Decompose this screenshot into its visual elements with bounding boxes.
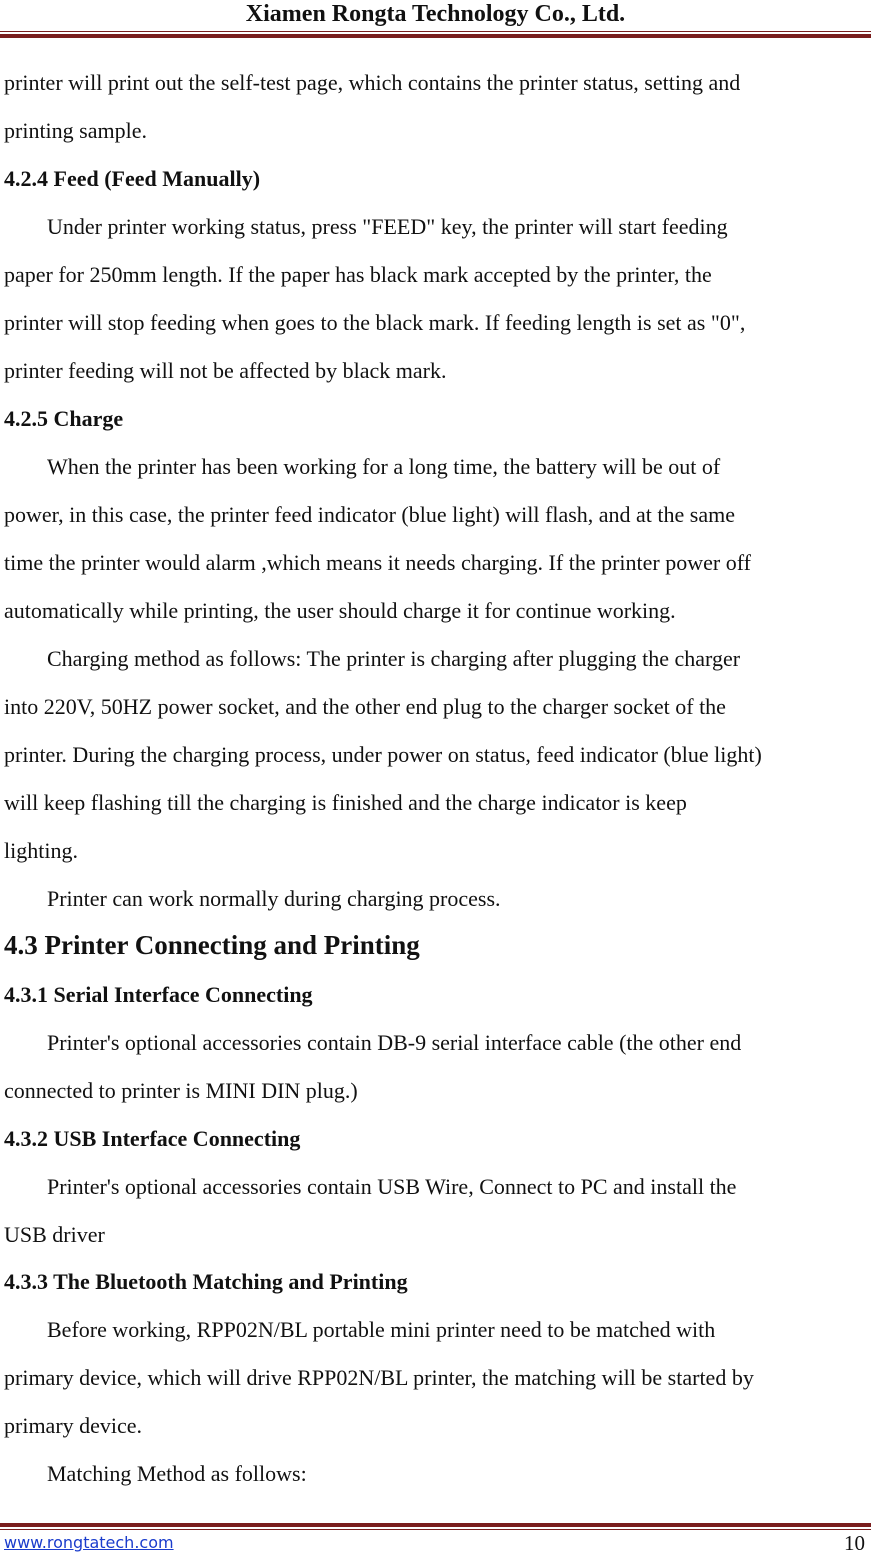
footer-website-link[interactable]: www.rongtatech.com bbox=[4, 1533, 174, 1552]
section-heading-4-3-2: 4.3.2 USB Interface Connecting bbox=[4, 1126, 301, 1151]
header-rule-thick bbox=[0, 34, 871, 38]
paragraph-line: Printer's optional accessories contain DB-9 serial interface cable (the other end bbox=[47, 1030, 742, 1055]
paragraph-line: printer will print out the self-test page, which contains the printer status, setting and bbox=[4, 70, 741, 95]
paragraph-line: USB driver bbox=[4, 1222, 105, 1247]
paragraph-line: Before working, RPP02N/BL portable mini printer need to be matched with bbox=[47, 1317, 716, 1342]
paragraph-line: paper for 250mm length. If the paper has black mark accepted by the printer, the bbox=[4, 262, 712, 287]
paragraph-line: printer. During the charging process, under power on status, feed indicator (blue light) bbox=[4, 742, 762, 767]
paragraph-line: time the printer would alarm ,which means it needs charging. If the printer power off bbox=[4, 550, 751, 575]
paragraph-line: into 220V, 50HZ power socket, and the other end plug to the charger socket of the bbox=[4, 694, 726, 719]
paragraph-line: lighting. bbox=[4, 838, 78, 863]
paragraph-line: printing sample. bbox=[4, 118, 147, 143]
page-header-title: Xiamen Rongta Technology Co., Ltd. bbox=[245, 1, 626, 27]
paragraph-line: When the printer has been working for a long time, the battery will be out of bbox=[47, 454, 721, 479]
section-heading-4-2-5: 4.2.5 Charge bbox=[4, 406, 124, 431]
paragraph-line: connected to printer is MINI DIN plug.) bbox=[4, 1078, 358, 1103]
section-heading-4-2-4: 4.2.4 Feed (Feed Manually) bbox=[4, 166, 261, 191]
paragraph-line: Printer's optional accessories contain USB Wire, Connect to PC and install the bbox=[47, 1174, 737, 1199]
section-heading-4-3-1: 4.3.1 Serial Interface Connecting bbox=[4, 982, 313, 1007]
section-heading-4-3: 4.3 Printer Connecting and Printing bbox=[4, 930, 420, 960]
paragraph-line: Printer can work normally during charging process. bbox=[47, 886, 501, 911]
footer-rule-thin bbox=[0, 1529, 871, 1530]
page-number: 10 bbox=[844, 1531, 865, 1555]
paragraph-line: will keep flashing till the charging is finished and the charge indicator is keep bbox=[4, 790, 687, 815]
paragraph-line: automatically while printing, the user should charge it for continue working. bbox=[4, 598, 676, 623]
paragraph-line: primary device. bbox=[4, 1413, 143, 1438]
footer-rule-thick bbox=[0, 1523, 871, 1527]
paragraph-line: Charging method as follows: The printer is charging after plugging the charger bbox=[47, 646, 741, 671]
paragraph-line: printer will stop feeding when goes to the black mark. If feeding length is set as "0", bbox=[4, 310, 746, 335]
paragraph-line: primary device, which will drive RPP02N/BL printer, the matching will be started by bbox=[4, 1365, 754, 1390]
header-rule-thin bbox=[0, 31, 871, 32]
section-heading-4-3-3: 4.3.3 The Bluetooth Matching and Printing bbox=[4, 1269, 408, 1294]
paragraph-line: printer feeding will not be affected by black mark. bbox=[4, 358, 447, 383]
paragraph-line: power, in this case, the printer feed indicator (blue light) will flash, and at the same bbox=[4, 502, 735, 527]
paragraph-line: Matching Method as follows: bbox=[47, 1461, 307, 1486]
paragraph-line: Under printer working status, press "FEED" key, the printer will start feeding bbox=[47, 214, 728, 239]
